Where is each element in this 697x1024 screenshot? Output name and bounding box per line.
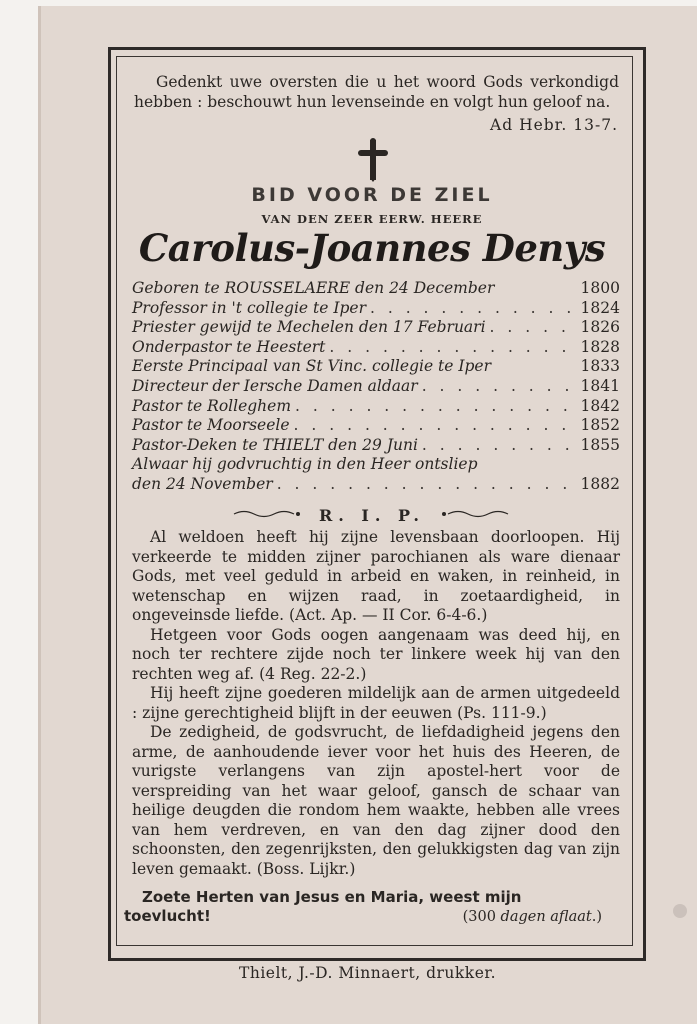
prayer-heading: BID VOOR DE ZIEL: [251, 184, 493, 206]
paragraph-3: Hij heeft zijne goederen mildelijk aan de armen uitgedeeld : zijne gerechtigheid blijft in der eeuwen (Ps. 111-9.): [132, 684, 620, 722]
biography-year: 1800: [580, 279, 620, 297]
indulgence-open: (300: [462, 909, 501, 925]
biography-label: Geboren te ROUSSELAERE den 24 December: [132, 279, 495, 297]
paragraph-1: Al weldoen heeft hij zijne levensbaan doorloopen. Hij verkeerde te midden zijner parochianen als ware dienaar Gods, met veel geduld in arbeid en waken, in reinheid, in wetenschap en wijzen raad, in zoetaardigheid, in ongeveinsde liefde. (Act. Ap. — II Cor. 6-4-6.): [132, 528, 620, 624]
biography-row: [132, 475, 620, 495]
leader-dots: [291, 397, 577, 415]
biography-list: [132, 279, 620, 495]
leader-dots: [418, 436, 577, 454]
honorific-line: VAN DEN ZEER EERW. HEERE: [261, 212, 483, 226]
rip-text: R. I. P.: [318, 506, 425, 525]
deceased-name: Carolus-Joannes Denys: [138, 226, 606, 270]
card-edge: [38, 6, 41, 1024]
biography-row: [132, 318, 620, 338]
indulgence-close: .): [591, 909, 602, 925]
biography-label: Alwaar hij godvruchtig in den Heer ontsliep: [132, 455, 478, 474]
biography-row: [132, 377, 620, 397]
biography-row: [132, 455, 620, 475]
biography-year: 1826: [580, 318, 620, 337]
biography-year: 1852: [580, 416, 620, 435]
paragraph-2: Hetgeen voor Gods oogen aangenaam was deed hij, en noch ter rechtere zijde noch ter linkere week hij van den rechten weg af. (4 Reg. 22-2.): [132, 625, 620, 683]
biography-row: [132, 436, 620, 456]
biography-label: Directeur der Iersche Damen aldaar: [132, 376, 418, 395]
leader-dots: [273, 475, 577, 493]
biography-label: Onderpastor te Heestert: [132, 337, 326, 356]
card-content: [122, 66, 622, 946]
biography-row: [132, 279, 620, 299]
leader-dots: [366, 299, 577, 317]
biography-year: 1882: [580, 474, 620, 493]
biography-row: [132, 357, 620, 377]
right-flourish-icon: [440, 508, 510, 520]
biography-year: 1824: [580, 298, 620, 317]
paper-stain: [673, 904, 687, 918]
leader-dots: [418, 377, 577, 395]
biography-label: Pastor-Deken te THIELT den 29 Juni: [132, 435, 418, 454]
indulgence-note: [463, 909, 602, 925]
cross-icon: [358, 138, 388, 182]
biography-year: 1828: [580, 337, 620, 356]
leader-dots: [290, 416, 577, 434]
biography-year: 1833: [580, 357, 620, 376]
biography-label: Pastor te Moorseele: [132, 416, 290, 435]
paragraph-4: De zedigheid, de godsvrucht, de liefdadigheid jegens den arme, de aanhoudende iever voor het huis des Heeren, de vurigste verlangens van zijn apostel-hert voor de verspreiding van het waar geloof, gansch de schaar van heilige deugden die rondom hem waakte, hebben alle vrees van hem verdreven, en van den dag zijner dood den schoonsten, den zegenrijksten, den gelukkigsten dag van zijn leven gemaakt. (Boss. Lijkr.): [132, 723, 620, 878]
biography-row: [132, 299, 620, 319]
scripture-reference: Ad Hebr. 13-7.: [490, 116, 618, 134]
leader-dots: [325, 338, 576, 356]
leader-dots: [486, 318, 577, 336]
biography-label: Professor in 't collegie te Iper: [132, 298, 366, 317]
biography-row: [132, 338, 620, 358]
biography-row: [132, 416, 620, 436]
biography-row: [132, 397, 620, 417]
eulogy-text: [132, 528, 620, 879]
biography-year: 1855: [580, 435, 620, 454]
biography-label: den 24 November: [132, 474, 273, 493]
biography-year: 1841: [580, 376, 620, 395]
biography-label: Eerste Principaal van St Vinc. collegie te Iper: [132, 357, 491, 376]
scripture-quote: Gedenkt uwe oversten die u het woord Gods verkondigd hebben : beschouwt hun levenseinde en volgt hun geloof na.: [134, 73, 619, 111]
biography-label: Priester gewijd te Mechelen den 17 Februari: [132, 318, 486, 337]
printer-credit: Thielt, J.-D. Minnaert, drukker.: [239, 964, 496, 982]
closing-prayer: Zoete Herten van Jesus en Maria, weest mijn toevlucht!: [124, 888, 522, 925]
indulgence-days: dagen aflaat: [500, 909, 592, 925]
biography-year: 1842: [580, 396, 620, 415]
biography-label: Pastor te Rolleghem: [132, 396, 292, 415]
